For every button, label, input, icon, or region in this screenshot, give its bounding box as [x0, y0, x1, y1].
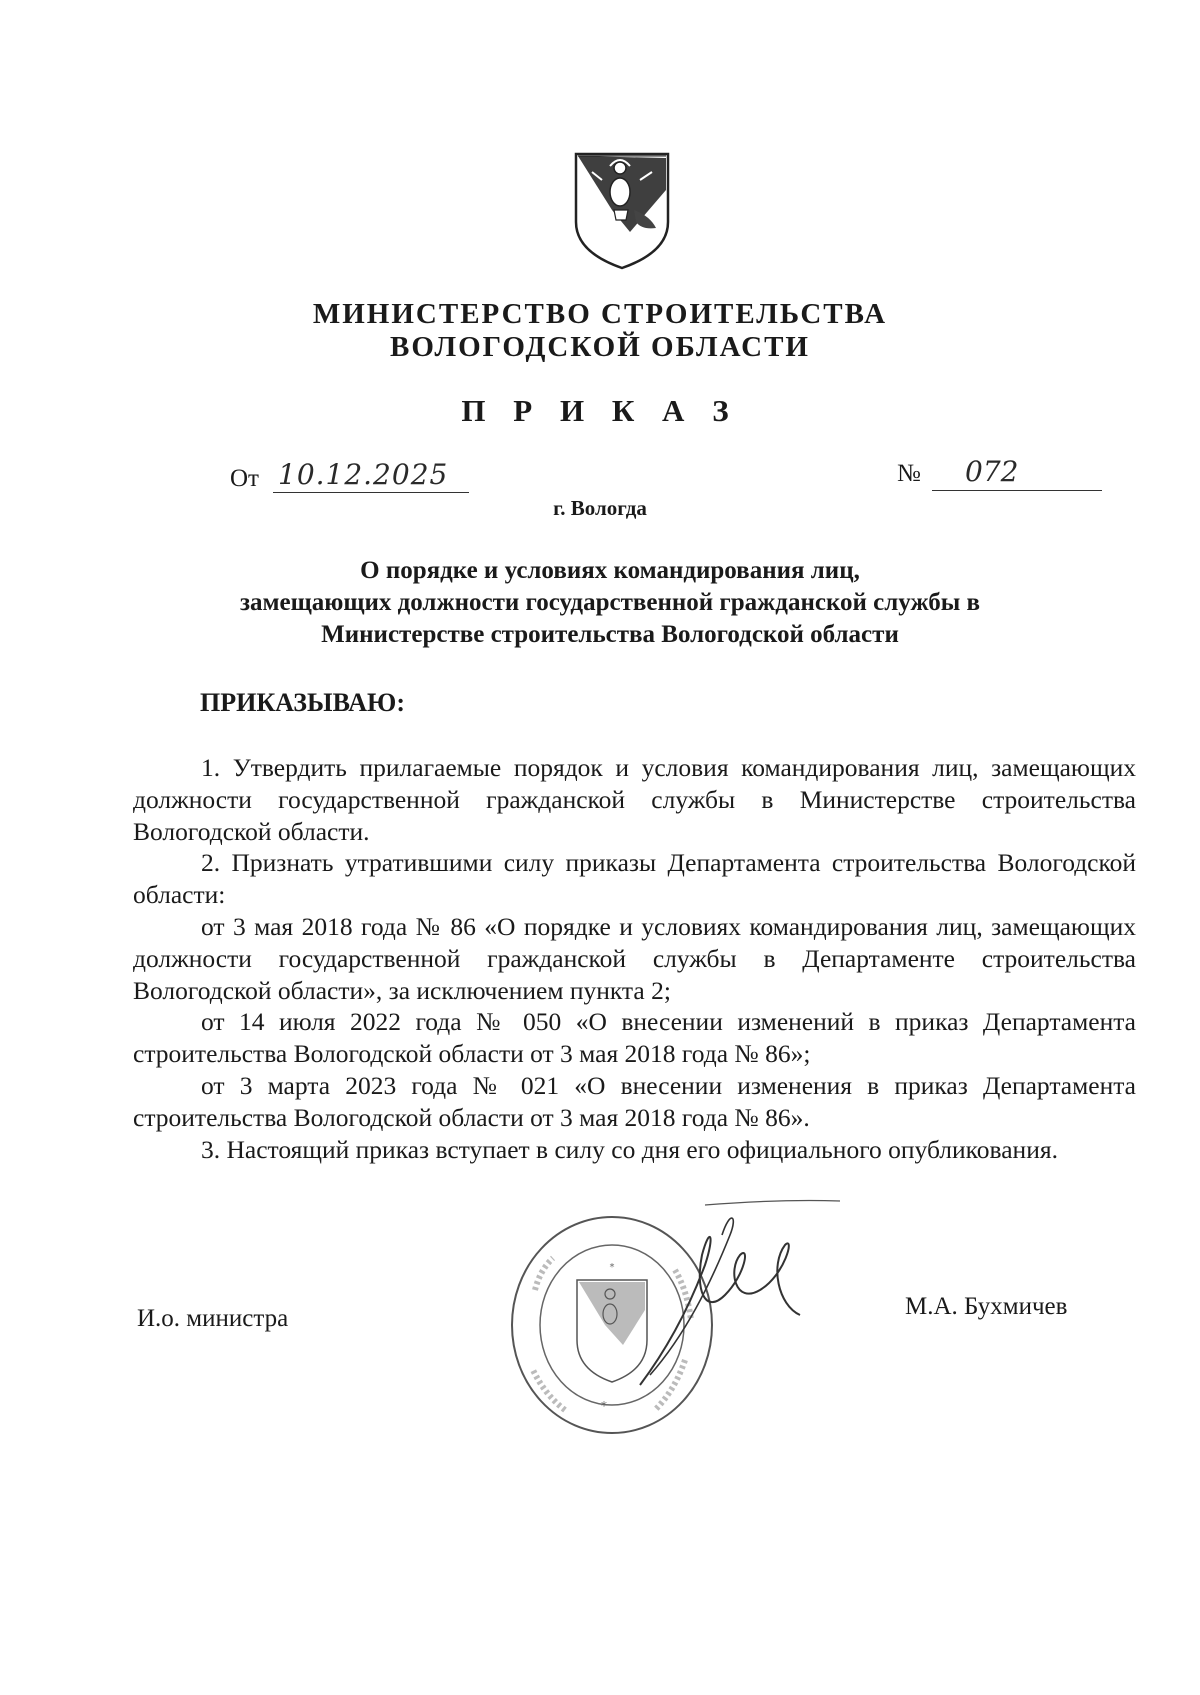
body-paragraph: 1. Утвердить прилагаемые порядок и условия командирования лиц, замещающих должности государственной гражданской службы в Министерстве строительства Вологодской области. [133, 753, 1136, 846]
date-underline [273, 492, 469, 493]
order-word: ПРИКАЗЫВАЮ: [200, 688, 405, 717]
body-paragraph: от 3 мая 2018 года № 86 «О порядке и условиях командирования лиц, замещающих должности государственной гражданской службы в Департаменте строительства Вологодской области», за исключением пункта 2; [133, 911, 1136, 1005]
ministry-name-line1: МИНИСТЕРСТВО СТРОИТЕЛЬСТВА [312, 298, 888, 330]
document-type-heading: П Р И К А З [461, 393, 739, 428]
number-value: 072 [965, 455, 1019, 488]
svg-text:*: * [601, 1399, 607, 1413]
title-line-2: замещающих должности государственной гражданской службы в [239, 589, 981, 616]
coat-of-arms-icon [572, 150, 672, 272]
title-line-1: О порядке и условиях командирования лиц, [360, 557, 860, 584]
city: г. Вологда [553, 496, 647, 520]
ministry-name-line2: ВОЛОГОДСКОЙ ОБЛАСТИ [390, 331, 810, 363]
handwritten-signature-icon [610, 1195, 850, 1395]
signatory-role: И.о. министра [137, 1305, 289, 1332]
date-value: 10.12.2025 [278, 458, 449, 491]
number-label: № [897, 460, 921, 487]
body-paragraph: от 14 июля 2022 года № 050 «О внесении изменений в приказ Департамента строительства Вологодской области от 3 мая 2018 года № 86»; [133, 1007, 1136, 1069]
body-paragraph: от 3 марта 2023 года № 021 «О внесении изменения в приказ Департамента строительства Вологодской области от 3 мая 2018 года № 86». [133, 1070, 1136, 1132]
signatory-name: М.А. Бухмичев [905, 1293, 1068, 1320]
document-title [150, 555, 1070, 651]
number-underline [932, 490, 1102, 491]
body-paragraph: 3. Настоящий приказ вступает в силу со дня его официального опубликования. [201, 1134, 1058, 1164]
svg-text:*: * [609, 1262, 615, 1273]
document-body [133, 752, 1136, 1165]
body-paragraph: 2. Признать утратившими силу приказы Департамента строительства Вологодской области: [133, 848, 1136, 910]
date-label: От [230, 465, 259, 492]
title-line-3: Министерстве строительства Вологодской области [321, 621, 899, 648]
